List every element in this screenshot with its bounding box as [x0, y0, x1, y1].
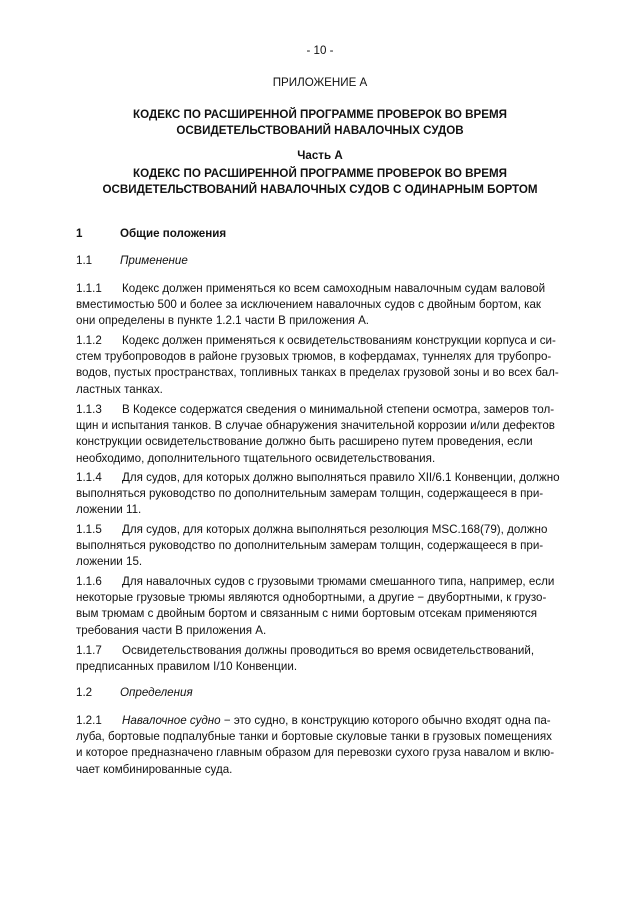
paragraph-line: ложении 11.	[76, 503, 142, 517]
section-number: 1	[76, 227, 83, 240]
paragraph-line: конструкции освидетельствование должно быть расширено путем проведения, если	[76, 435, 533, 449]
paragraph-number: 1.1.5	[76, 523, 102, 536]
paragraph-line	[76, 643, 566, 659]
section-title: Общие положения	[120, 227, 227, 240]
paragraph-line	[76, 402, 566, 418]
paragraph-text: В Кодексе содержатся сведения о минимальной степени осмотра, замеров тол-	[122, 403, 555, 416]
paragraph-line	[76, 333, 566, 349]
paragraph-line	[76, 281, 566, 297]
subsection-number: 1.1	[76, 254, 93, 267]
paragraph-line: требования части В приложения А.	[76, 623, 267, 637]
paragraph-number: 1.1.7	[76, 644, 102, 657]
paragraph-line: необходимо, дополнительного тщательного освидетельствования.	[76, 451, 436, 465]
paragraph-1-1-6	[76, 574, 566, 639]
paragraph-line: ложении 15.	[76, 555, 143, 569]
paragraph-number: 1.1.3	[76, 403, 102, 416]
paragraph-line: луба, бортовые подпалубные танки и бортовые скуловые танки в грузовых помещениях	[76, 730, 552, 744]
subsection-title: Применение	[120, 254, 188, 267]
paragraph-line: водов, пустых пространствах, топливных танках в пределах грузовой зоны и во всех бал-	[76, 366, 559, 380]
paragraph-1-1-2	[76, 333, 566, 398]
paragraph-line: вместимостью 500 и более за исключением навалочных судов с двойным бортом, как	[76, 298, 542, 312]
paragraph-line: щин и испытания танков. В случае обнаружения значительной коррозии и/или дефектов	[76, 419, 555, 433]
document-title	[0, 107, 640, 139]
document-title-line: ОСВИДЕТЕЛЬСТВОВАНИЙ НАВАЛОЧНЫХ СУДОВ	[176, 124, 464, 138]
annex-label: ПРИЛОЖЕНИЕ А	[272, 76, 368, 89]
paragraph-text: Для судов, для которых должно выполняться правило XII/6.1 Конвенции, должно	[122, 471, 560, 484]
document-title-line: КОДЕКС ПО РАСШИРЕННОЙ ПРОГРАММЕ ПРОВЕРОК ВО ВРЕМЯ	[133, 108, 507, 121]
subsection-title: Определения	[120, 686, 193, 699]
paragraph-number: 1.1.2	[76, 334, 102, 347]
part-title-line: КОДЕКС ПО РАСШИРЕННОЙ ПРОГРАММЕ ПРОВЕРОК ВО ВРЕМЯ	[133, 167, 507, 180]
defined-term: Навалочное судно	[122, 714, 221, 727]
paragraph-line: вым трюмам с двойным бортом и связанным с ними бортовым отсекам применяются	[76, 607, 538, 621]
paragraph-line: стем трубопроводов в районе грузовых трюмов, в кофердамах, туннелях для трубопро-	[76, 350, 552, 364]
paragraph-number: 1.1.6	[76, 575, 102, 588]
paragraph-text: Для судов, для которых должна выполняться резолюция MSC.168(79), должно	[122, 523, 548, 536]
paragraph-line: предписанных правилом I/10 Конвенции.	[76, 660, 298, 674]
paragraph-1-2-1	[76, 713, 566, 778]
paragraph-line	[76, 470, 566, 486]
paragraph-line	[76, 522, 566, 538]
paragraph-line: выполняться руководство по дополнительным замерам толщин, содержащееся в при-	[76, 487, 544, 501]
paragraph-line: выполняться руководство по дополнительным замерам толщин, содержащееся в при-	[76, 539, 544, 553]
paragraph-1-1-7	[76, 643, 566, 675]
paragraph-line: и которое предназначено главным образом для перевозки сухого груза навалом и вклю-	[76, 746, 555, 760]
part-title-line: ОСВИДЕТЕЛЬСТВОВАНИЙ НАВАЛОЧНЫХ СУДОВ С ОДИНАРНЫМ БОРТОМ	[102, 183, 538, 197]
part-title	[0, 166, 640, 198]
paragraph-number: 1.1.1	[76, 282, 102, 295]
paragraph-line: ластных танках.	[76, 382, 163, 396]
paragraph-line: они определены в пункте 1.2.1 части В приложения А.	[76, 314, 370, 328]
part-label: Часть А	[297, 149, 343, 162]
paragraph-text: Освидетельствования должны проводиться во время освидетельствований,	[122, 644, 535, 657]
paragraph-line: некоторые грузовые трюмы являются однобортными, а другие − двубортными, к грузо-	[76, 591, 547, 605]
paragraph-text: Кодекс должен применяться ко всем самоходным навалочным судам валовой	[122, 282, 546, 295]
paragraph-1-1-5	[76, 522, 566, 571]
paragraph-number: 1.2.1	[76, 714, 102, 727]
paragraph-1-1-1	[76, 281, 566, 330]
paragraph-1-1-3	[76, 402, 566, 467]
subsection-number: 1.2	[76, 686, 93, 699]
paragraph-line: чает комбинированные суда.	[76, 762, 233, 776]
paragraph-line	[76, 574, 566, 590]
paragraph-text: − это судно, в конструкцию которого обычно входят одна па-	[220, 714, 551, 727]
paragraph-number: 1.1.4	[76, 471, 102, 484]
paragraph-1-1-4	[76, 470, 566, 519]
paragraph-line	[76, 713, 566, 729]
paragraph-text: Кодекс должен применяться к освидетельствованиям конструкции корпуса и си-	[122, 334, 556, 347]
page-number: - 10 -	[306, 44, 334, 57]
paragraph-text: Для навалочных судов с грузовыми трюмами смешанного типа, например, если	[122, 575, 555, 588]
